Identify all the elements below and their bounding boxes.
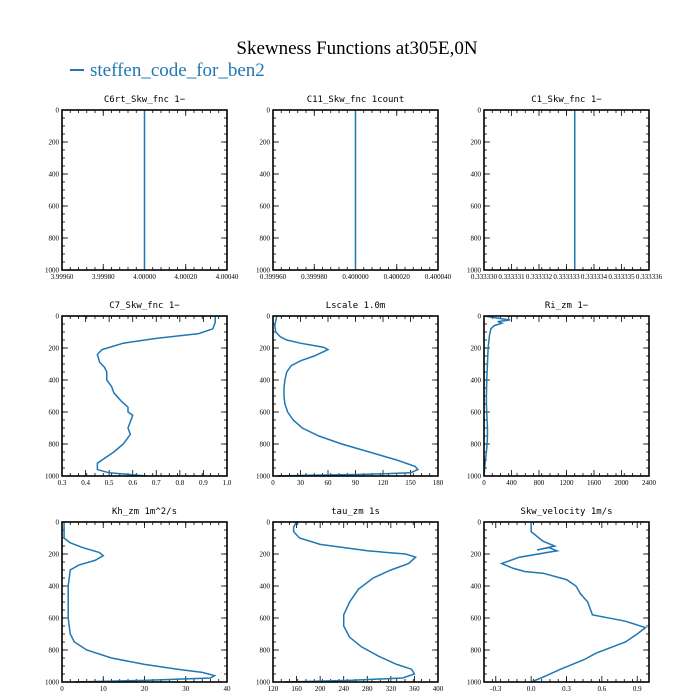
x-tick-label: 0.9: [632, 685, 642, 693]
y-tick-label: 400: [48, 170, 59, 179]
x-tick-label: 0.9: [199, 479, 208, 487]
x-tick-label: 0.6: [597, 685, 607, 693]
y-tick-label: 200: [259, 550, 270, 559]
chart-panel-8: [256, 507, 444, 693]
series-line: [285, 522, 416, 682]
series-line: [97, 316, 215, 476]
x-tick-label: 60: [324, 479, 332, 487]
plot-frame: [484, 110, 649, 270]
y-tick-label: 400: [259, 376, 270, 385]
x-tick-label: 800: [533, 479, 545, 487]
x-tick-label: 0.333332: [525, 273, 553, 281]
y-tick-label: 800: [48, 646, 59, 655]
figure-title: Skewness Functions at305E,0N: [236, 38, 478, 59]
x-tick-label: 1200: [559, 479, 574, 487]
x-tick-label: 1600: [587, 479, 601, 487]
x-tick-label: 0.399960: [259, 273, 287, 281]
plot-frame: [484, 522, 649, 682]
y-tick-label: 800: [470, 440, 481, 449]
y-tick-label: 400: [259, 582, 270, 591]
y-tick-label: 0: [55, 312, 59, 321]
y-tick-label: 0: [266, 518, 270, 527]
y-tick-label: 600: [259, 408, 270, 417]
panel-title: C1_Skw_fnc 1−: [531, 95, 602, 105]
y-tick-label: 1000: [45, 266, 59, 275]
chart-panel-9: [467, 507, 649, 693]
y-tick-label: 1000: [467, 472, 481, 481]
chart-panel-7: [45, 507, 231, 693]
y-tick-label: 800: [470, 646, 481, 655]
panel-title: tau_zm 1s: [331, 507, 380, 517]
y-tick-label: 600: [259, 614, 270, 623]
y-tick-label: 200: [48, 344, 59, 353]
x-tick-label: 0.400020: [383, 273, 410, 281]
y-tick-label: 800: [259, 234, 270, 243]
chart-panel-1: [45, 95, 239, 281]
x-tick-label: 0.4: [81, 479, 90, 487]
x-tick-label: 0.400000: [342, 273, 369, 281]
x-tick-label: 0: [482, 479, 486, 487]
x-tick-label: 30: [182, 685, 190, 693]
y-tick-label: 400: [48, 376, 59, 385]
x-tick-label: 0.399980: [301, 273, 328, 281]
chart-panel-3: [467, 95, 663, 281]
x-tick-label: 4.00000: [133, 273, 156, 281]
y-tick-label: 800: [259, 440, 270, 449]
panel-title: Lscale 1.0m: [325, 301, 386, 311]
x-tick-label: 0.8: [175, 479, 185, 487]
y-tick-label: 0: [477, 518, 481, 527]
x-tick-label: 3.99980: [91, 273, 115, 281]
legend-label: steffen_code_for_ben2: [90, 60, 265, 81]
panel-title: Kh_zm 1m^2/s: [111, 507, 178, 517]
panel-title: Ri_zm 1−: [544, 301, 589, 311]
series-line: [484, 316, 510, 476]
x-tick-label: 320: [385, 685, 397, 693]
y-tick-label: 200: [48, 550, 59, 559]
y-tick-label: 600: [470, 202, 481, 211]
x-tick-label: 150: [405, 479, 416, 487]
x-tick-label: 3.99960: [50, 273, 74, 281]
y-tick-label: 600: [48, 614, 59, 623]
y-tick-label: 1000: [256, 678, 270, 687]
y-tick-label: 0: [55, 106, 59, 115]
x-tick-label: 400: [506, 479, 517, 487]
y-tick-label: 800: [259, 646, 270, 655]
x-tick-label: 20: [141, 685, 148, 693]
plot-frame: [62, 522, 227, 682]
x-tick-label: 200: [314, 685, 326, 693]
y-tick-label: 400: [470, 170, 481, 179]
y-tick-label: 0: [477, 106, 481, 115]
x-tick-label: 280: [362, 685, 373, 693]
y-tick-label: 200: [48, 138, 59, 147]
y-tick-label: 1000: [45, 472, 59, 481]
x-tick-label: 0.5: [104, 479, 114, 487]
series-line: [502, 522, 646, 682]
x-tick-label: 2000: [614, 479, 629, 487]
y-tick-label: 400: [48, 582, 59, 591]
x-tick-label: 0.3: [562, 685, 571, 693]
x-tick-label: 30: [297, 479, 304, 487]
x-tick-label: 0.7: [151, 479, 161, 487]
panel-title: C6rt_Skw_fnc 1−: [103, 95, 186, 105]
y-tick-label: 200: [259, 138, 270, 147]
y-tick-label: 400: [470, 376, 481, 385]
x-tick-label: 1.0: [222, 479, 232, 487]
y-tick-label: 0: [477, 312, 481, 321]
y-tick-label: 200: [470, 138, 481, 147]
y-tick-label: 400: [259, 170, 270, 179]
x-tick-label: 120: [377, 479, 389, 487]
x-tick-label: 0.333330: [470, 273, 498, 281]
x-tick-label: 40: [223, 685, 231, 693]
x-tick-label: 90: [352, 479, 359, 487]
x-tick-label: 240: [338, 685, 349, 693]
y-tick-label: 600: [470, 614, 481, 623]
x-tick-label: 0.400040: [424, 273, 452, 281]
y-tick-label: 200: [470, 550, 481, 559]
x-tick-label: 0.6: [128, 479, 138, 487]
x-tick-label: 0.333336: [635, 273, 663, 281]
x-tick-label: 0.333331: [498, 273, 525, 281]
chart-panel-2: [256, 95, 452, 281]
y-tick-label: 1000: [467, 678, 481, 687]
x-tick-label: 10: [99, 685, 107, 693]
y-tick-label: 600: [470, 408, 481, 417]
x-tick-label: 180: [432, 479, 444, 487]
x-tick-label: 0.333334: [580, 273, 608, 281]
y-tick-label: 1000: [467, 266, 481, 275]
chart-panel-4: [45, 301, 232, 487]
y-tick-label: 800: [470, 234, 481, 243]
chart-panel-5: [256, 301, 444, 487]
x-tick-label: 0: [271, 479, 275, 487]
series-line: [64, 522, 215, 682]
x-tick-label: 4.00020: [174, 273, 198, 281]
plot-frame: [273, 316, 438, 476]
y-tick-label: 0: [266, 312, 270, 321]
x-tick-label: 2400: [642, 479, 656, 487]
y-tick-label: 0: [266, 106, 270, 115]
panel-title: C11_Skw_fnc 1count: [306, 95, 405, 105]
x-tick-label: 0: [60, 685, 64, 693]
x-tick-label: 0.333333: [553, 273, 580, 281]
y-tick-label: 800: [48, 440, 59, 449]
panel-title: Skw_velocity 1m/s: [520, 507, 613, 517]
x-tick-label: -0.3: [490, 685, 502, 693]
y-tick-label: 800: [48, 234, 59, 243]
y-tick-label: 1000: [256, 472, 270, 481]
x-tick-label: 160: [291, 685, 302, 693]
x-tick-label: 360: [409, 685, 420, 693]
y-tick-label: 200: [259, 344, 270, 353]
series-line: [275, 316, 418, 476]
x-tick-label: 0.3: [57, 479, 67, 487]
y-tick-label: 0: [55, 518, 59, 527]
y-tick-label: 600: [48, 202, 59, 211]
y-tick-label: 400: [470, 582, 481, 591]
y-tick-label: 200: [470, 344, 481, 353]
x-tick-label: 0.333335: [608, 273, 635, 281]
panel-grid: [45, 95, 663, 693]
x-tick-label: 400: [432, 685, 444, 693]
y-tick-label: 1000: [45, 678, 59, 687]
x-tick-label: 120: [267, 685, 279, 693]
chart-panel-6: [467, 301, 657, 487]
panel-title: C7_Skw_fnc 1−: [109, 301, 180, 311]
y-tick-label: 1000: [256, 266, 270, 275]
plot-frame: [484, 316, 649, 476]
y-tick-label: 600: [259, 202, 270, 211]
x-tick-label: 4.00040: [215, 273, 239, 281]
x-tick-label: 0.0: [526, 685, 536, 693]
y-tick-label: 600: [48, 408, 59, 417]
plot-frame: [273, 522, 438, 682]
